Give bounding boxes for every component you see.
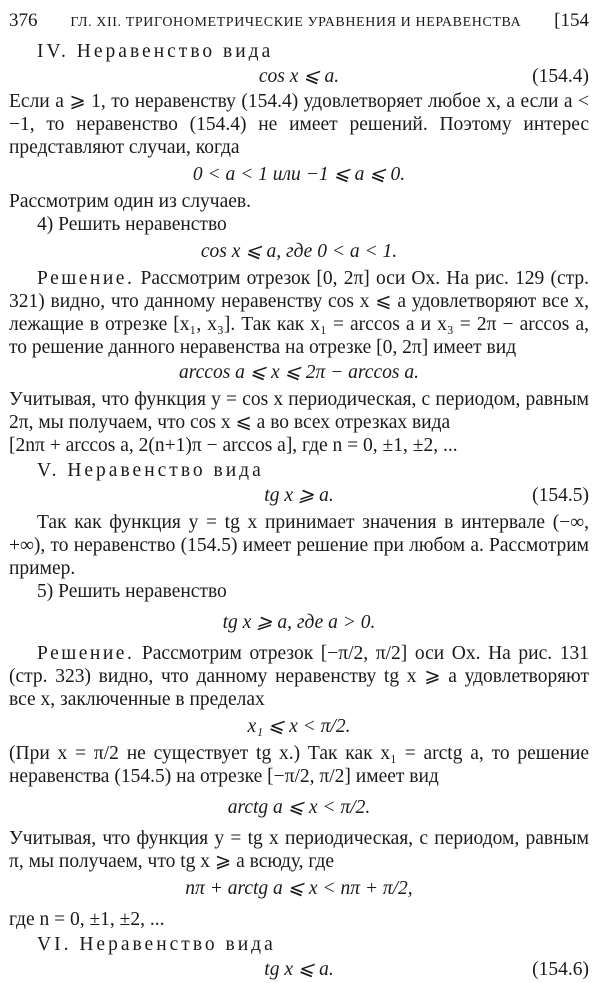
formula-text: tg x ⩾ a. [264,485,334,506]
paragraph: Учитывая, что функция y = tg x периодическая, с периодом, равным π, мы получаем, что tg x ⩾ a всюду, где [9,828,589,872]
formula-number: (154.5) [532,485,589,506]
section-heading-iv: IV. Неравенство вида [37,41,274,62]
paragraph: Так как функция y = tg x принимает значения в интервале (−∞, +∞), то неравенство (154.5) имеет решение при любом a. Рассмотрим пример. [9,512,589,579]
section-heading-v: V. Неравенство вида [37,460,264,481]
solution-text: Рассмотрим отрезок [−π/2, π/2] оси Ox. На рис. 131 (стр. 323) видно, что данному неравенству tg x ⩾ a удовлетворяют все x, заключенные в пределах [9,643,589,710]
paragraph: (При x = π/2 не существует tg x.) Так как x₁ = arctg a, то решение неравенства (154.5) на отрезке [−π/2, π/2] имеет вид [9,743,589,787]
page-number: 376 [9,10,38,31]
solution-text: Рассмотрим отрезок [0, 2π] оси Ox. На рис. 129 (стр. 321) видно, что данному неравенству cos x ⩽ a удовлетворяют все x, лежащие в отрезке [x₁, x₃]. Так как x₁ = arccos a и x₃ = 2π − arccos a, то решение данного неравенства на отрезке [0, 2π] имеет вид [9,268,589,358]
formula: nπ + arctg a ⩽ x < nπ + π/2, [185,878,413,899]
formula-number: (154.4) [532,66,589,87]
formula-text: cos x ⩽ a. [258,66,340,87]
solution-paragraph [9,642,589,711]
paragraph: где n = 0, ±1, ±2, ... [9,909,165,930]
task-4-formula: cos x ⩽ a, где 0 < a < 1. [200,241,398,262]
solution-formula: arccos a ⩽ x ⩽ 2π − arccos a. [179,362,419,383]
paragraph: [2nπ + arccos a, 2(n+1)π − arccos a], где n = 0, ±1, ±2, ... [9,435,458,456]
paragraph: Рассмотрим один из случаев. [9,191,252,212]
formula-154-5 [9,484,589,507]
formula-154-6 [9,958,589,981]
task-5-title: 5) Решить неравенство [37,581,227,602]
formula-text: tg x ⩽ a. [264,959,334,980]
task-5-formula: tg x ⩾ a, где a > 0. [222,612,376,633]
formula: arctg a ⩽ x < π/2. [227,797,371,818]
cases-formula: 0 < a < 1 или −1 ⩽ a ⩽ 0. [192,164,406,185]
paragraph: Если a ⩾ 1, то неравенству (154.4) удовлетворяет любое x, а если a < −1, то неравенство (154.4) не имеет решений. Поэтому интерес представляют случаи, когда [9,91,589,158]
book-page [9,9,589,983]
formula-number: (154.6) [532,959,589,980]
solution-label: Решение. [37,268,135,289]
formula-154-4 [9,65,589,88]
chapter-title: ГЛ. XII. ТРИГОНОМЕТРИЧЕСКИЕ УРАВНЕНИЯ И НЕРАВЕНСТВА [70,15,522,30]
section-reference: [154 [554,10,589,31]
page-header [9,9,589,34]
task-4-title: 4) Решить неравенство [37,214,227,235]
solution-formula: x₁ ⩽ x < π/2. [247,716,351,737]
solution-paragraph [9,267,589,359]
solution-label: Решение. [37,643,135,664]
paragraph: Учитывая, что функция y = cos x периодическая, с периодом, равным 2π, мы получаем, что cos x ⩽ a во всех отрезках вида [9,389,589,433]
section-heading-vi: VI. Неравенство вида [37,934,276,955]
